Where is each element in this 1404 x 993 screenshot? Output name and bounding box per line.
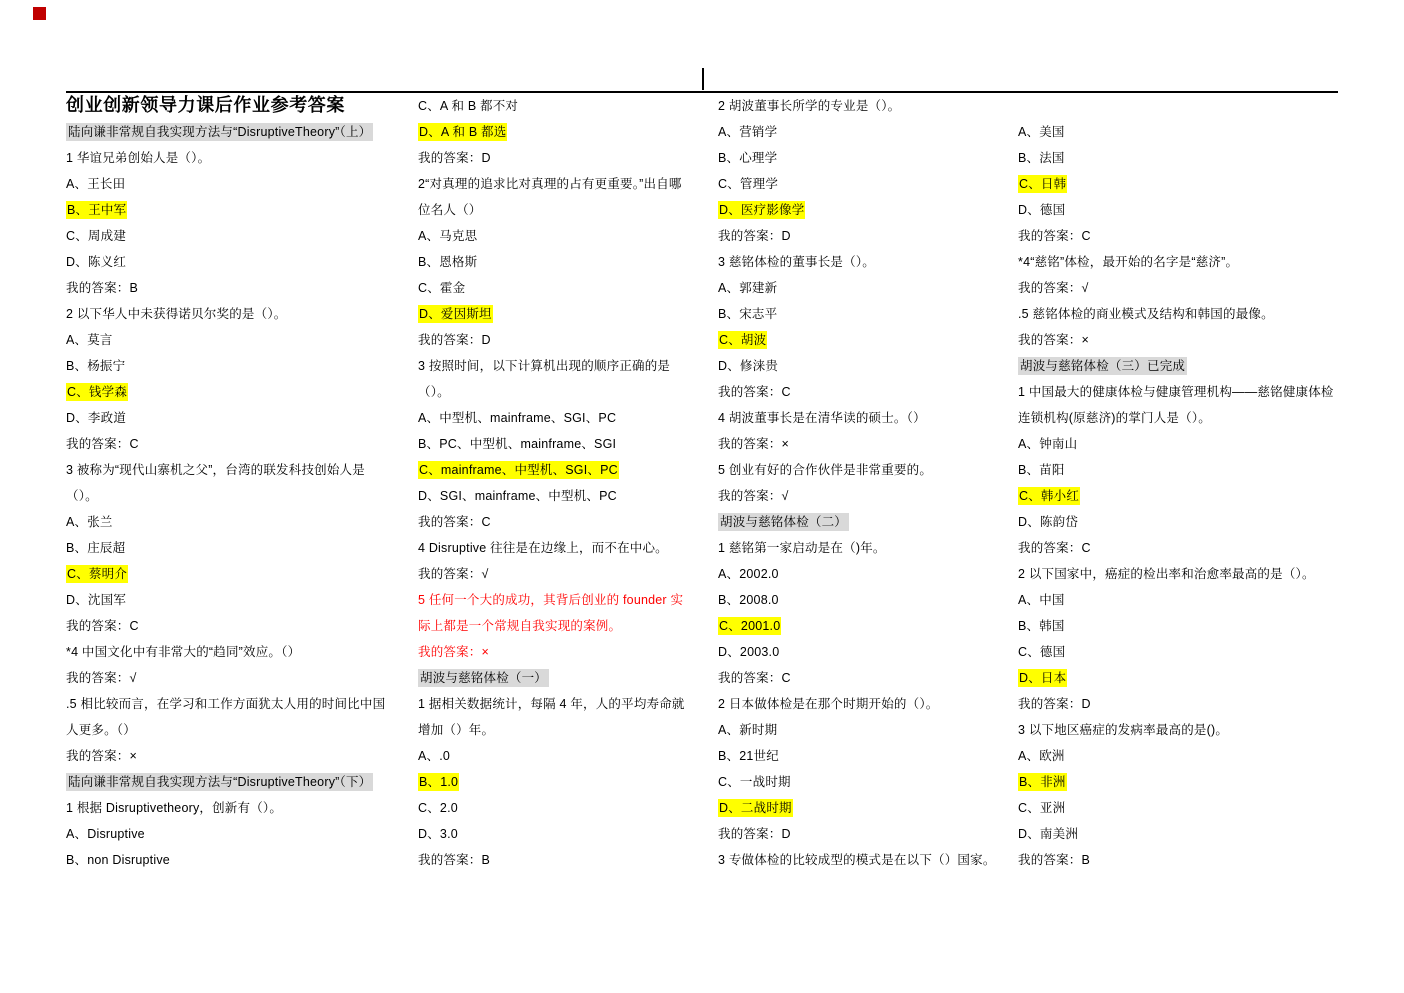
option-line-text: A、Disruptive (66, 827, 145, 841)
question-line-text: 连锁机构(原慈济)的掌门人是（）。 (1018, 411, 1211, 425)
question-line (718, 691, 996, 717)
question-line (418, 197, 685, 223)
correct-option-line (718, 795, 996, 821)
correct-option-line (1018, 483, 1334, 509)
correct-option-line-text: C、钱学森 (67, 385, 128, 399)
option-line (1018, 145, 1334, 171)
option-line-text: B、杨振宁 (66, 359, 126, 373)
option-line-text: B、庄辰超 (66, 541, 126, 555)
option-line-text: A、中国 (1018, 593, 1065, 607)
option-line (418, 821, 685, 847)
correct-option-line (718, 613, 996, 639)
my-answer-line (718, 223, 996, 249)
option-line (418, 93, 685, 119)
option-line (1018, 613, 1334, 639)
option-line-text: D、SGI、mainframe、中型机、PC (418, 489, 617, 503)
my-answer-line-text: 我的答案：C (718, 385, 791, 399)
my-answer-line (718, 665, 996, 691)
section-header (66, 769, 385, 795)
option-line-text: B、法国 (1018, 151, 1065, 165)
my-answer-line-text: 我的答案：D (718, 827, 791, 841)
my-answer-line-text: 我的答案：D (418, 151, 491, 165)
section-header-text: 陆向谦非常规自我实现方法与“DisruptiveTheory”（下） (68, 775, 372, 789)
option-line (1018, 821, 1334, 847)
question-line-text: 际上都是一个常规自我实现的案例。 (418, 619, 622, 633)
question-line (1018, 561, 1334, 587)
question-line-text: 1 中国最大的健康体检与健康管理机构——慈铭健康体检 (1018, 385, 1334, 399)
option-line-text: B、韩国 (1018, 619, 1065, 633)
option-line-text: A、欧洲 (1018, 749, 1065, 763)
section-header-text: 胡波与慈铭体检（三）已完成 (1020, 359, 1186, 373)
question-line (66, 717, 385, 743)
text-column-2 (418, 93, 685, 873)
option-line (1018, 197, 1334, 223)
my-answer-line-text: 我的答案：C (66, 619, 139, 633)
option-line-text: A、张兰 (66, 515, 113, 529)
question-line (66, 691, 385, 717)
option-line (66, 847, 385, 873)
correct-option-line-text: D、医疗影像学 (719, 203, 805, 217)
question-line (418, 535, 685, 561)
option-line-text: A、新时期 (718, 723, 778, 737)
option-line-text: A、王长田 (66, 177, 126, 191)
option-line-text: A、钟南山 (1018, 437, 1078, 451)
option-line (66, 249, 385, 275)
option-line (1018, 119, 1334, 145)
option-line (66, 405, 385, 431)
question-line (418, 717, 685, 743)
section-header (66, 119, 385, 145)
question-line-text: 4 胡波董事长是在清华读的硕士。（） (718, 411, 926, 425)
option-line-text: A、2002.0 (718, 567, 779, 581)
option-line-text: C、2.0 (418, 801, 458, 815)
option-line-text: D、沈国军 (66, 593, 127, 607)
question-line (66, 457, 385, 483)
correct-option-line-text: D、爱因斯坦 (419, 307, 492, 321)
question-line (66, 145, 385, 171)
option-line-text: C、霍金 (418, 281, 466, 295)
question-line-text: （）。 (418, 385, 450, 399)
option-line-text: B、21世纪 (718, 749, 779, 763)
correct-option-line (418, 769, 685, 795)
section-header (1018, 353, 1334, 379)
option-line-text: C、亚洲 (1018, 801, 1066, 815)
text-column-1 (66, 93, 385, 873)
doc-title-text: 创业创新领导力课后作业参考答案 (66, 95, 345, 115)
question-line (718, 249, 996, 275)
my-answer-line-text: 我的答案：C (66, 437, 139, 451)
question-line (718, 93, 996, 119)
my-answer-line (66, 743, 385, 769)
option-line (718, 587, 996, 613)
option-line (1018, 743, 1334, 769)
question-line-text: .5 相比较而言，在学习和工作方面犹太人用的时间比中国 (66, 697, 386, 711)
my-answer-line (418, 639, 685, 665)
option-line (418, 223, 685, 249)
my-answer-line (1018, 327, 1334, 353)
option-line (418, 249, 685, 275)
question-line-text: 2 日本做体检是在那个时期开始的（）。 (718, 697, 939, 711)
option-line (418, 431, 685, 457)
option-line-text: D、陈韵岱 (1018, 515, 1079, 529)
my-answer-line-text: 我的答案：√ (1018, 281, 1089, 295)
option-line (66, 353, 385, 379)
option-line-text: B、心理学 (718, 151, 778, 165)
image-placeholder-square (33, 7, 46, 20)
option-line (1018, 431, 1334, 457)
my-answer-line-text: 我的答案：C (1018, 541, 1091, 555)
option-line (418, 795, 685, 821)
correct-option-line (1018, 171, 1334, 197)
question-line-text: （）。 (66, 489, 98, 503)
question-line-text: 1 华谊兄弟创始人是（）。 (66, 151, 211, 165)
my-answer-line-text: 我的答案：√ (66, 671, 137, 685)
question-line (718, 847, 996, 873)
option-line-text: D、陈义红 (66, 255, 127, 269)
correct-option-line-text: C、日韩 (1019, 177, 1067, 191)
option-line-text: A、美国 (1018, 125, 1065, 139)
correct-option-line-text: D、二战时期 (719, 801, 792, 815)
option-line-text: D、德国 (1018, 203, 1066, 217)
text-column-3 (718, 93, 996, 873)
my-answer-line (418, 145, 685, 171)
option-line (418, 743, 685, 769)
option-line (718, 561, 996, 587)
option-line (66, 171, 385, 197)
question-line-text: 2 胡波董事长所学的专业是（）。 (718, 99, 901, 113)
option-line-text: B、PC、中型机、mainframe、SGI (418, 437, 617, 451)
question-line (418, 613, 685, 639)
correct-option-line-text: D、日本 (1019, 671, 1067, 685)
section-header (418, 665, 685, 691)
my-answer-line-text: 我的答案：√ (418, 567, 489, 581)
question-line (1018, 717, 1334, 743)
option-line (1018, 587, 1334, 613)
option-line (1018, 509, 1334, 535)
my-answer-line-text: 我的答案：× (718, 437, 790, 451)
correct-option-line (66, 561, 385, 587)
my-answer-line-text: 我的答案：B (418, 853, 491, 867)
option-line (66, 821, 385, 847)
question-line-text: 3 被称为“现代山寨机之父”，台湾的联发科技创始人是 (66, 463, 365, 477)
my-answer-line (418, 509, 685, 535)
correct-option-line-text: C、mainframe、中型机、SGI、PC (419, 463, 618, 477)
my-answer-line (718, 483, 996, 509)
option-line (66, 327, 385, 353)
option-line-text: C、A 和 B 都不对 (418, 99, 519, 113)
option-line-text: A、马克思 (418, 229, 478, 243)
option-line-text: D、3.0 (418, 827, 458, 841)
option-line-text: B、2008.0 (718, 593, 779, 607)
my-answer-line-text: 我的答案：C (1018, 229, 1091, 243)
correct-option-line (66, 379, 385, 405)
doc-title (66, 93, 385, 119)
my-answer-line (66, 613, 385, 639)
correct-option-line-text: C、蔡明介 (67, 567, 128, 581)
option-line (718, 145, 996, 171)
option-line-text: B、苗阳 (1018, 463, 1065, 477)
my-answer-line (1018, 535, 1334, 561)
question-line (1018, 249, 1334, 275)
question-line (66, 301, 385, 327)
question-line-text: 5 任何一个大的成功，其背后创业的 founder 实 (418, 593, 684, 607)
option-line (718, 353, 996, 379)
section-header-text: 胡波与慈铭体检（一） (420, 671, 548, 685)
question-line (1018, 379, 1334, 405)
option-line-text: B、宋志平 (718, 307, 778, 321)
correct-option-line-text: B、1.0 (419, 775, 459, 789)
my-answer-line-text: 我的答案：C (418, 515, 491, 529)
option-line-text: B、non Disruptive (66, 853, 170, 867)
option-line-text: A、营销学 (718, 125, 778, 139)
option-line (66, 509, 385, 535)
question-line-text: .5 慈铭体检的商业模式及结构和韩国的最像。 (1018, 307, 1274, 321)
option-line (66, 223, 385, 249)
option-line-text: D、2003.0 (718, 645, 780, 659)
option-line (1018, 457, 1334, 483)
my-answer-line-text: 我的答案：B (1018, 853, 1091, 867)
my-answer-line-text: 我的答案：D (418, 333, 491, 347)
option-line (66, 587, 385, 613)
option-line-text: C、德国 (1018, 645, 1066, 659)
my-answer-line (718, 379, 996, 405)
question-line (66, 795, 385, 821)
correct-option-line-text: B、非洲 (1019, 775, 1066, 789)
correct-option-line (718, 327, 996, 353)
my-answer-line (718, 821, 996, 847)
correct-option-line (1018, 665, 1334, 691)
option-line-text: B、恩格斯 (418, 255, 478, 269)
option-line (66, 535, 385, 561)
option-line-text: A、.0 (418, 749, 451, 763)
question-line (66, 483, 385, 509)
question-line-text: 3 慈铭体检的董事长是（）。 (718, 255, 875, 269)
question-line-text: *4 中国文化中有非常大的“趋同”效应。（） (66, 645, 301, 659)
question-line-text: 1 慈铭第一家启动是在（)年。 (718, 541, 886, 555)
my-answer-line-text: 我的答案：D (1018, 697, 1091, 711)
my-answer-line (418, 847, 685, 873)
my-answer-line (1018, 275, 1334, 301)
option-line (718, 301, 996, 327)
question-line-text: 人更多。（） (66, 723, 136, 737)
question-line (718, 405, 996, 431)
my-answer-line-text: 我的答案：× (418, 645, 490, 659)
question-line (1018, 301, 1334, 327)
my-answer-line (418, 561, 685, 587)
my-answer-line (718, 431, 996, 457)
question-line-text: 3 专做体检的比较成型的模式是在以下（）国家。 (718, 853, 996, 867)
option-line-text: D、李政道 (66, 411, 127, 425)
question-line-text: 增加（）年。 (418, 723, 495, 737)
correct-option-line-text: B、王中军 (67, 203, 127, 217)
question-line (718, 535, 996, 561)
question-line-text: 位名人（） (418, 203, 482, 217)
my-answer-line (418, 327, 685, 353)
option-line-text: C、一战时期 (718, 775, 791, 789)
empty-line (1018, 93, 1334, 119)
question-line-text: 5 创业有好的合作伙伴是非常重要的。 (718, 463, 933, 477)
my-answer-line (66, 665, 385, 691)
question-line-text: 2 以下华人中未获得诺贝尔奖的是（）。 (66, 307, 287, 321)
option-line (718, 171, 996, 197)
my-answer-line (1018, 223, 1334, 249)
question-line-text: 1 据相关数据统计，每隔 4 年，人的平均寿命就 (418, 697, 685, 711)
my-answer-line (1018, 847, 1334, 873)
option-line-text: A、莫言 (66, 333, 113, 347)
option-line (418, 275, 685, 301)
question-line (418, 171, 685, 197)
question-line-text: 4 Disruptive 往往是在边缘上，而不在中心。 (418, 541, 668, 555)
option-line-text: D、修涞贵 (718, 359, 779, 373)
option-line-text: D、南美洲 (1018, 827, 1079, 841)
question-line (418, 353, 685, 379)
question-line (418, 691, 685, 717)
option-line (1018, 795, 1334, 821)
my-answer-line (1018, 691, 1334, 717)
option-line (418, 405, 685, 431)
my-answer-line-text: 我的答案：D (718, 229, 791, 243)
question-line-text: 3 按照时间，以下计算机出现的顺序正确的是 (418, 359, 671, 373)
correct-option-line-text: C、胡波 (719, 333, 767, 347)
option-line-text: C、周成建 (66, 229, 127, 243)
question-line (718, 457, 996, 483)
section-header-text: 陆向谦非常规自我实现方法与“DisruptiveTheory”（上） (68, 125, 372, 139)
option-line-text: A、郭建新 (718, 281, 778, 295)
my-answer-line-text: 我的答案：B (66, 281, 139, 295)
correct-option-line (66, 197, 385, 223)
option-line (718, 639, 996, 665)
my-answer-line-text: 我的答案：√ (718, 489, 789, 503)
option-line-text: A、中型机、mainframe、SGI、PC (418, 411, 617, 425)
correct-option-line (418, 119, 685, 145)
correct-option-line (418, 301, 685, 327)
option-line (1018, 639, 1334, 665)
correct-option-line-text: C、韩小红 (1019, 489, 1080, 503)
option-line (718, 743, 996, 769)
my-answer-line (66, 431, 385, 457)
option-line (718, 275, 996, 301)
my-answer-line-text: 我的答案：C (718, 671, 791, 685)
question-line-text: 3 以下地区癌症的发病率最高的是()。 (1018, 723, 1229, 737)
text-column-4 (1018, 93, 1334, 873)
section-header (718, 509, 996, 535)
correct-option-line (1018, 769, 1334, 795)
correct-option-line-text: C、2001.0 (719, 619, 781, 633)
option-line (718, 717, 996, 743)
option-line (418, 483, 685, 509)
correct-option-line (718, 197, 996, 223)
question-line (418, 587, 685, 613)
question-line-text: 1 根据 Disruptivetheory，创新有（）。 (66, 801, 283, 815)
correct-option-line (418, 457, 685, 483)
question-line (1018, 405, 1334, 431)
text-cursor (702, 68, 704, 90)
question-line-text: 2 以下国家中，癌症的检出率和治愈率最高的是（）。 (1018, 567, 1315, 581)
question-line-text: *4“慈铭”体检，最开始的名字是“慈济”。 (1018, 255, 1239, 269)
question-line (418, 379, 685, 405)
section-header-text: 胡波与慈铭体检（二） (720, 515, 848, 529)
option-line (718, 769, 996, 795)
question-line (66, 639, 385, 665)
my-answer-line-text: 我的答案：× (66, 749, 138, 763)
my-answer-line (66, 275, 385, 301)
correct-option-line-text: D、A 和 B 都选 (419, 125, 507, 139)
option-line-text: C、管理学 (718, 177, 779, 191)
question-line-text: 2“对真理的追求比对真理的占有更重要。”出自哪 (418, 177, 682, 191)
option-line (718, 119, 996, 145)
my-answer-line-text: 我的答案：× (1018, 333, 1090, 347)
